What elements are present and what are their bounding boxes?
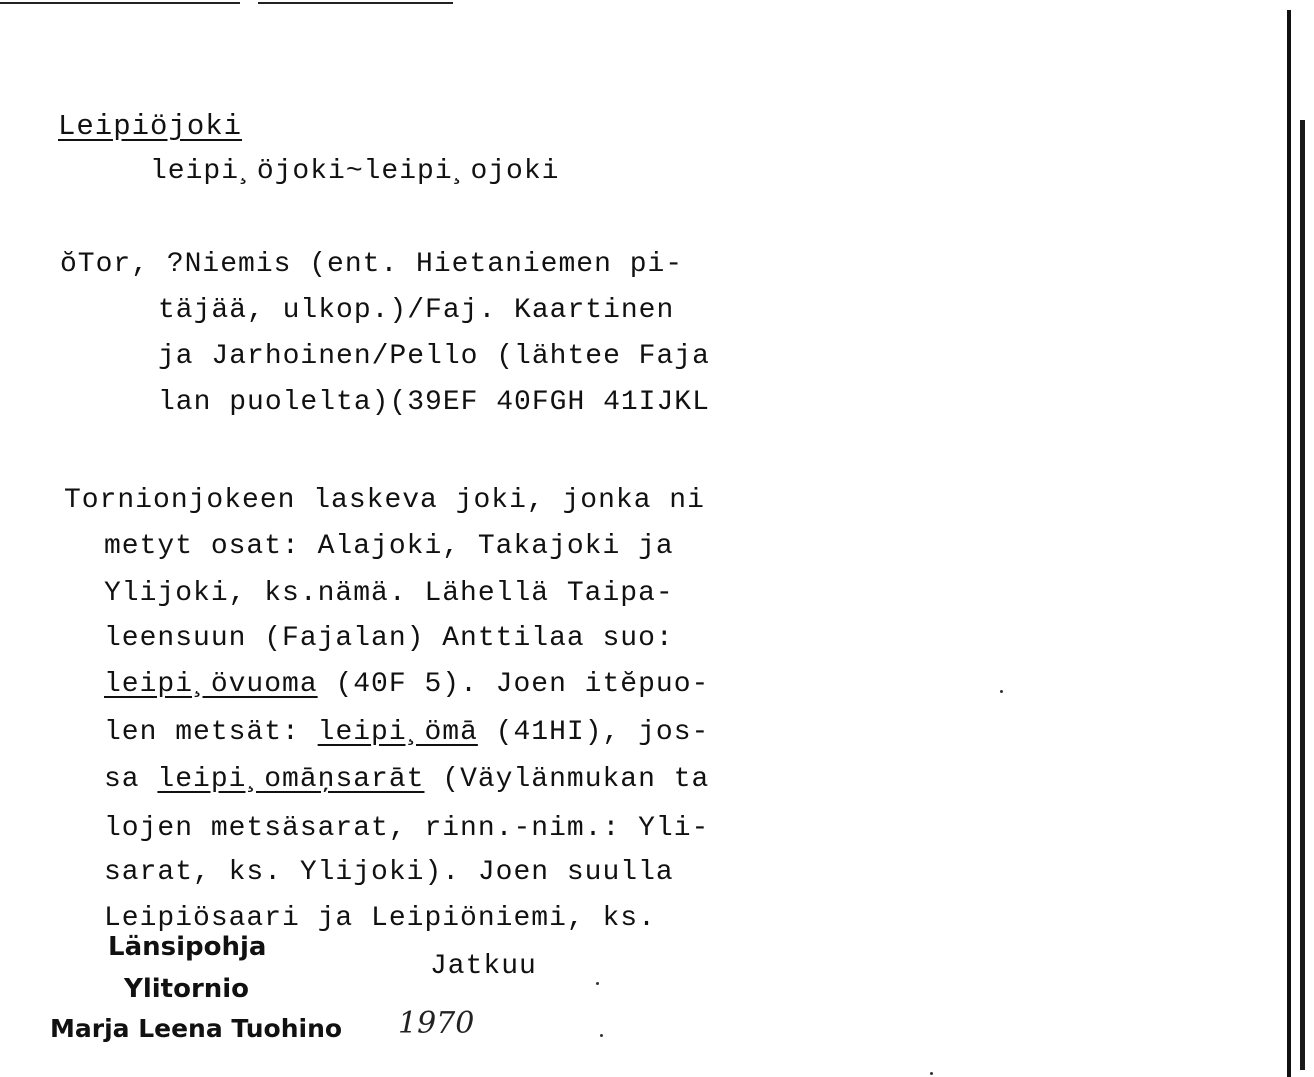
year-handwritten: 1970 [398,1006,475,1041]
body-line: metyt osat: Alajoki, Takajoki ja [104,531,674,562]
scan-speck [1000,690,1003,693]
body-text: (Väylänmukan ta [424,764,710,795]
body-line [104,763,709,797]
location-line: ŏTor, ?Niemis (ent. Hietaniemen pi- [60,249,684,280]
location-line: täjää, ulkop.)/Faj. Kaartinen [158,295,675,326]
body-text: (40F 5). Joen itĕpuo- [317,669,710,700]
scan-speck [600,1034,603,1037]
region-stamp: Länsipohja [108,932,267,962]
body-line: Tornionjokeen laskeva joki, jonka ni [64,485,705,516]
location-line: ja Jarhoinen/Pello (lähtee Faja [158,341,710,372]
body-line: leensuun (Fajalan) Anttilaa suo: [104,623,674,654]
scan-edge-top [0,2,240,4]
body-line: sarat, ks. Ylijoki). Joen suulla [104,857,674,888]
continued-note: Jatkuu [430,951,537,982]
scan-speck [930,1072,933,1075]
body-text: (41HI), jos- [477,717,710,748]
place-name-term: leipi¸övuoma [104,669,318,700]
collector-stamp: Marja Leena Tuohino [50,1014,343,1043]
entry-heading: Leipiöjoki [58,110,243,143]
body-line: lojen metsäsarat, rinn.-nim.: Yli- [104,813,710,844]
scan-edge-top-2 [258,2,453,4]
body-line: Leipiösaari ja Leipiöniemi, ks. [104,903,656,934]
parish-stamp: Ylitornio [124,974,250,1004]
place-name-term: leipi¸ömā [317,717,478,748]
scan-speck [596,982,599,985]
body-line [104,668,709,702]
scan-edge-right-shadow [1300,120,1305,1070]
pronunciation: leipi¸öjoki~leipi¸ojoki [150,156,560,187]
place-name-term: leipi¸omāņsarāt [157,764,425,795]
location-line: lan puolelta)(39EF 40FGH 41IJKL [158,387,710,418]
body-line: Ylijoki, ks.nämä. Lähellä Taipa- [104,578,674,609]
body-text: sa [104,764,158,795]
scan-edge-right [1287,10,1291,1077]
body-text: len metsät: [104,717,318,748]
body-line [104,716,709,750]
